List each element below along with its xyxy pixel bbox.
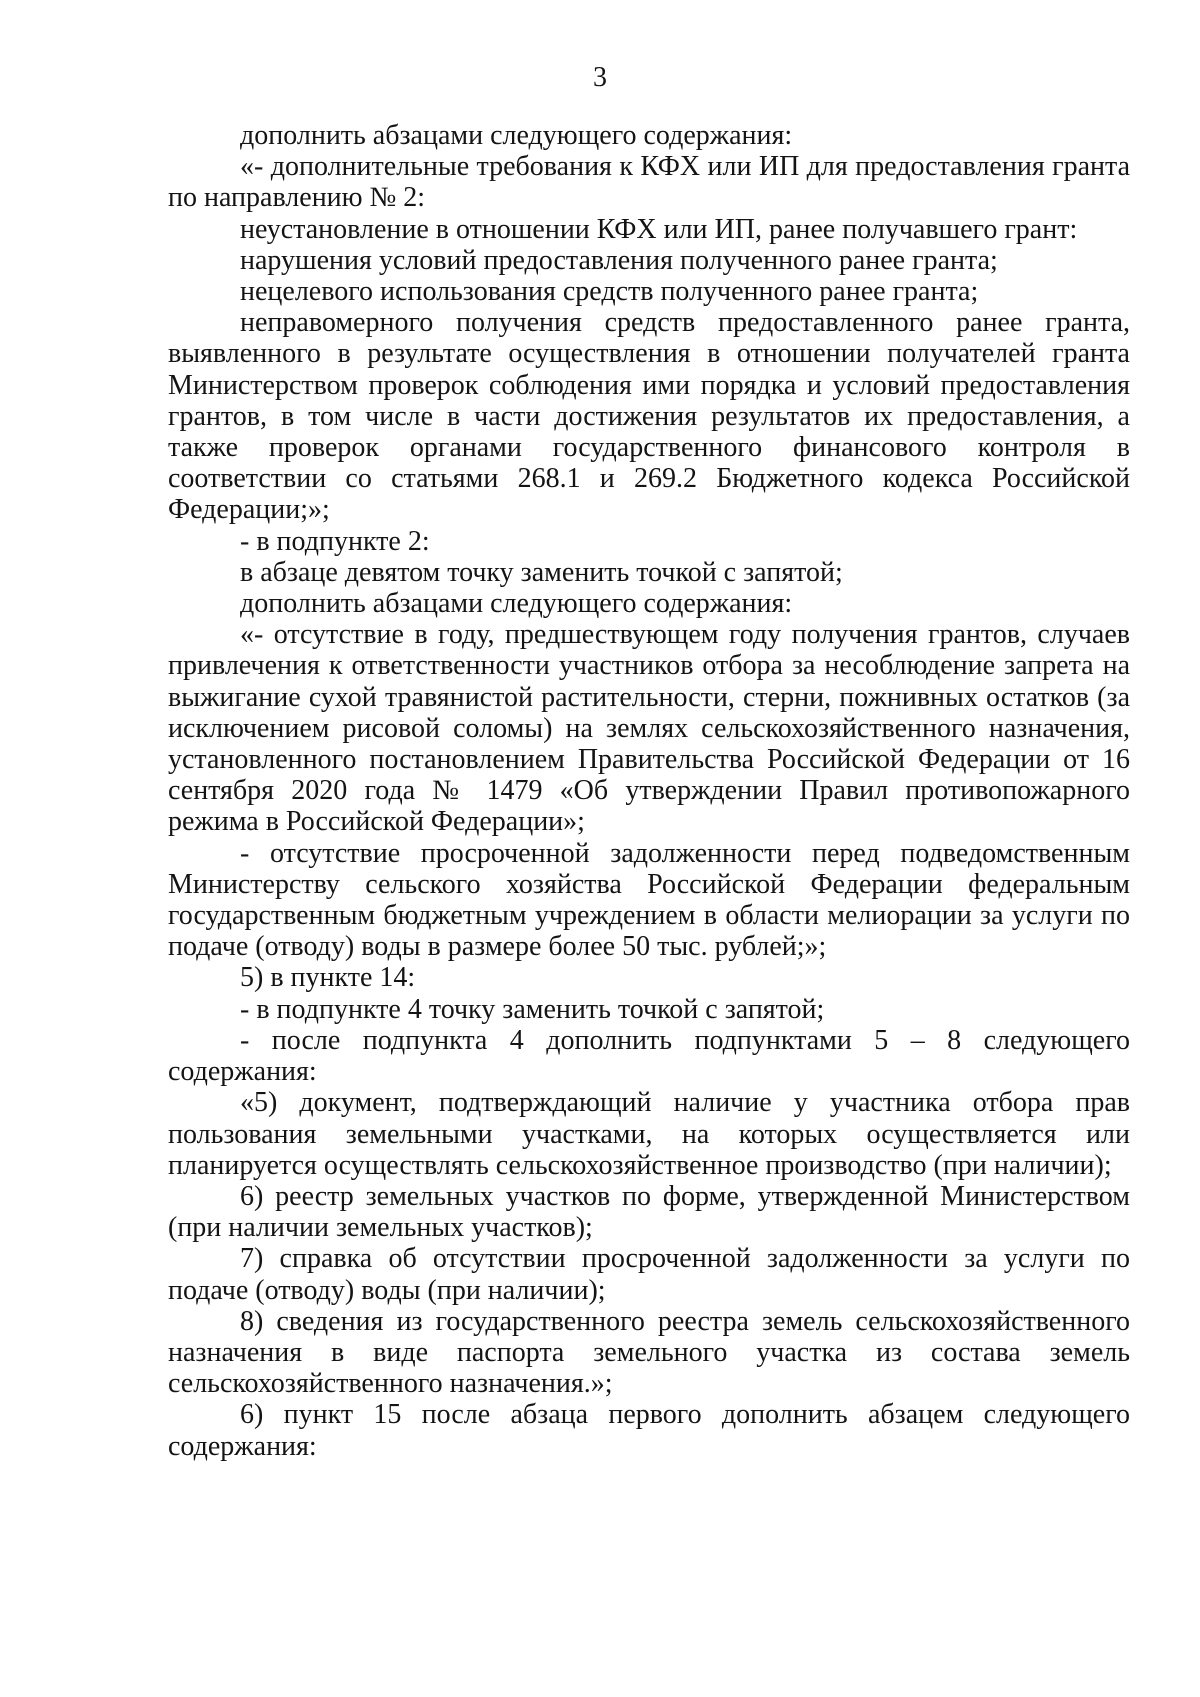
paragraph: «- дополнительные требования к КФХ или ИП для предоставления гранта по направлению № 2: — [168, 151, 1130, 214]
paragraph: 5) в пункте 14: — [240, 962, 416, 994]
paragraph: - в подпункте 2: — [240, 525, 430, 557]
paragraph: 6) пункт 15 после абзаца первого дополнить абзацем следующего содержания: — [168, 1399, 1130, 1462]
paragraph: 8) сведения из государственного реестра земель сельскохозяйственного назначения в виде паспорта земельного участка из состава земель сельскохозяйственного назначения.»; — [168, 1305, 1130, 1400]
paragraph: - в подпункте 4 точку заменить точкой с запятой; — [240, 993, 825, 1025]
paragraph: дополнить абзацами следующего содержания: — [240, 120, 793, 151]
paragraph: в абзаце девятом точку заменить точкой с запятой; — [240, 556, 843, 588]
page-number: 3 — [593, 62, 607, 93]
paragraph: 7) справка об отсутствии просроченной задолженности за услуги по подаче (отводу) воды (при наличии); — [168, 1243, 1130, 1306]
paragraph: - после подпункта 4 дополнить подпунктами 5 – 8 следующего содержания: — [168, 1024, 1130, 1088]
paragraph: неустановление в отношении КФХ или ИП, ранее получавшего грант: — [240, 213, 1078, 245]
paragraph: нарушения условий предоставления полученного ранее гранта; — [240, 244, 998, 276]
document-body — [168, 120, 1130, 1462]
paragraph: нецелевого использования средств полученного ранее гранта; — [240, 276, 979, 308]
paragraph: - отсутствие просроченной задолженности перед подведомственным Министерству сельского хозяйства Российской Федерации федеральным государственным бюджетным учреждением в области мелиорации за услуги по подаче (отводу) воды в размере более 50 тыс. рублей;»; — [168, 837, 1130, 963]
paragraph: «5) документ, подтверждающий наличие у участника отбора прав пользования земельными участками, на которых осуществляется или планируется осуществлять сельскохозяйственное производство (при наличии); — [168, 1087, 1130, 1181]
paragraph: дополнить абзацами следующего содержания: — [240, 588, 793, 620]
paragraph: неправомерного получения средств предоставленного ранее гранта, выявленного в результате осуществления в отношении получателей гранта Министерством проверок соблюдения ими порядка и условий предоставления грантов, в том числе в части достижения результатов их предоставления, а также проверок органами государственного финансового контроля в соответствии со статьями 268.1 и 269.2 Бюджетного кодекса Российской Федерации;»; — [168, 307, 1130, 526]
paragraph: «- отсутствие в году, предшествующем году получения грантов, случаев привлечения к ответственности участников отбора за несоблюдение запрета на выжигание сухой травянистой растительности, стерни, пожнивных остатков (за исключением рисовой соломы) на землях сельскохозяйственного назначения, установленного постановлением Правительства Российской Федерации от 16 сентября 2020 года № 1479 «Об утверждении Правил противопожарного режима в Российской Федерации»; — [168, 619, 1130, 838]
paragraph: 6) реестр земельных участков по форме, утвержденной Министерством (при наличии земельных участков); — [168, 1180, 1130, 1244]
